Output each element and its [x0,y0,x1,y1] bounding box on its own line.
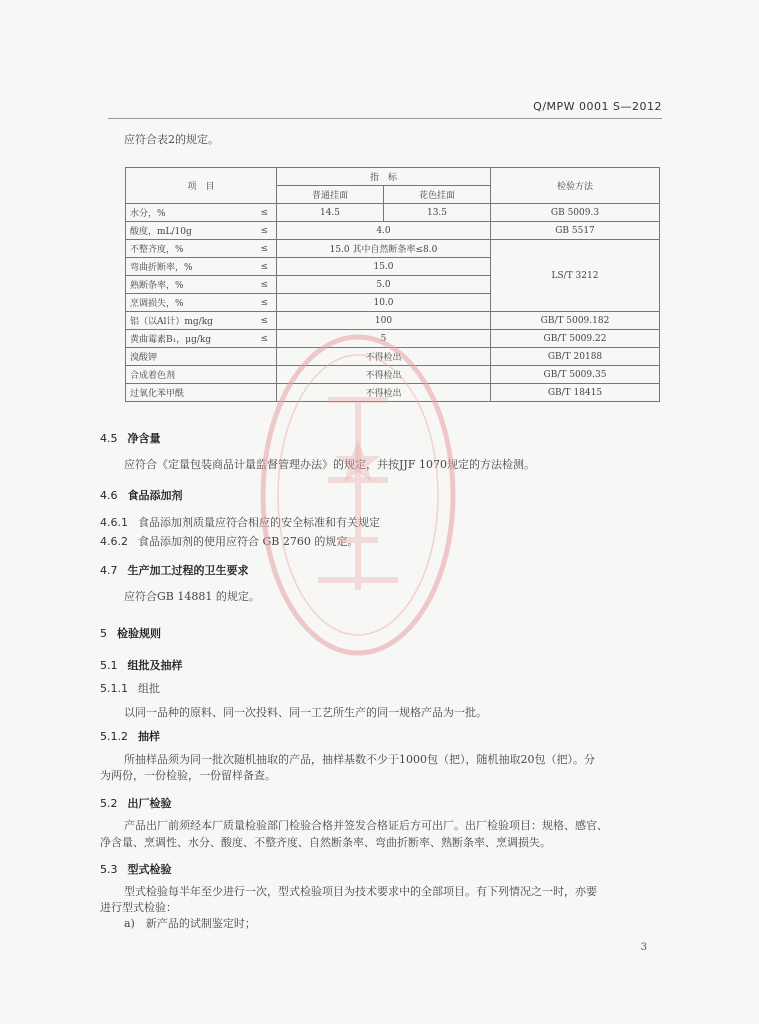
table-row [126,348,660,366]
head-method: 检验方法 [491,168,660,204]
clause-text-5-1-2-line2: 为两份，一份检验，一份留样备查。 [100,769,276,782]
section-heading-5-3 [100,861,172,877]
section-number: 5 [100,627,107,640]
row-sym: ≤ [247,294,276,312]
clause-title: 组批 [138,682,160,695]
section-heading-5-2 [100,795,172,811]
section-text-5-3-line2: 进行型式检验： [100,901,177,914]
row-sym: ≤ [247,240,276,258]
section-title: 型式检验 [127,863,172,876]
section-text-5-3-line1: 型式检验每半年至少进行一次，型式检验项目为技术要求中的全部项目。有下列情况之一时，亦要 [124,885,597,898]
row-item: 酸度，mL/10g [126,222,248,240]
clause-text-5-1-2-line1: 所抽样品须为同一批次随机抽取的产品，抽样基数不少于1000包（把），随机抽取20包（把）。分 [124,753,595,766]
clause-text-5-1-1: 以同一品种的原料、同一次投料、同一工艺所生产的同一规格产品为一批。 [124,706,487,719]
clause-number: 4.6.1 [100,516,128,529]
table-row [126,240,660,258]
section-heading-5 [100,625,161,641]
section-number: 4.5 [100,432,118,445]
section-number: 4.7 [100,564,118,577]
section-text-5-2-line1: 产品出厂前须经本厂质量检验部门检验合格并签发合格证后方可出厂。出厂检验项目：规格、感官、 [124,819,608,832]
row-item: 溴酸钾 [126,348,277,366]
section-number: 4.6 [100,489,118,502]
seal-glyphs [318,400,398,590]
head-sub-color: 花色挂面 [384,186,491,204]
clause-4-6-1 [100,514,380,530]
page-number: 3 [640,942,647,953]
table-row [126,222,660,240]
clause-5-1-1 [100,680,160,696]
row-sym: ≤ [247,312,276,330]
row-value: 不得检出 [277,348,491,366]
row-item: 铝（以Al计）mg/kg [126,312,248,330]
row-item: 弯曲折断率，% [126,258,248,276]
clause-4-6-2 [100,533,358,549]
row-value: 15.0 其中自然断条率≤8.0 [277,240,491,258]
clause-number: 5.1.2 [100,730,128,743]
spec-table [125,167,660,402]
row-method: GB/T 5009.182 [491,312,660,330]
row-value: 10.0 [277,294,491,312]
section-number: 5.3 [100,863,118,876]
table-row [126,312,660,330]
row-value: 5.0 [277,276,491,294]
row-method-merged: LS/T 3212 [491,240,660,312]
section-text-4-7: 应符合GB 14881 的规定。 [124,590,260,603]
table-row [126,384,660,402]
clause-text: 食品添加剂质量应符合相应的安全标准和有关规定 [138,516,380,529]
clause-text: 食品添加剂的使用应符合 GB 2760 的规定。 [138,535,359,548]
row-item: 烹调损失，% [126,294,248,312]
head-item: 项 目 [126,168,277,204]
section-heading-4-7 [100,562,249,578]
row-method: GB/T 20188 [491,348,660,366]
section-text-4-5: 应符合《定量包装商品计量监督管理办法》的规定，并按JJF 1070规定的方法检测。 [124,458,535,471]
row-sym: ≤ [247,276,276,294]
section-number: 5.1 [100,659,118,672]
row-item: 水分，% [126,204,248,222]
head-index: 指 标 [277,168,491,186]
section-text-5-2-line2: 净含量、烹调性、水分、酸度、不整齐度、自然断条率、弯曲折断率、熟断条率、烹调损失。 [100,836,551,849]
head-sub-plain: 普通挂面 [277,186,384,204]
section-title: 食品添加剂 [127,489,183,502]
row-value: 5 [277,330,491,348]
section-title: 生产加工过程的卫生要求 [127,564,249,577]
row-method: GB/T 5009.35 [491,366,660,384]
section-title: 检验规则 [117,627,161,640]
clause-5-1-2 [100,728,160,744]
intro-text: 应符合表2的规定。 [124,133,219,146]
row-method: GB/T 18415 [491,384,660,402]
row-value: 不得检出 [277,384,491,402]
table-row [126,204,660,222]
row-item: 熟断条率，% [126,276,248,294]
row-method: GB/T 5009.22 [491,330,660,348]
row-sym: ≤ [247,330,276,348]
section-heading-4-6 [100,487,183,503]
table-row [126,366,660,384]
row-value: 不得检出 [277,366,491,384]
clause-number: 4.6.2 [100,535,128,548]
row-method: GB 5009.3 [491,204,660,222]
row-sym: ≤ [247,222,276,240]
section-title: 净含量 [127,432,161,445]
section-title: 组批及抽样 [127,659,183,672]
clause-title: 抽样 [138,730,160,743]
table-row [126,330,660,348]
row-method: GB 5517 [491,222,660,240]
list-item-a: a) 新产品的试制鉴定时； [124,917,256,930]
row-value-color: 13.5 [384,204,491,222]
row-item: 黄曲霉素B₁，μg/kg [126,330,248,348]
row-item: 过氧化苯甲酰 [126,384,277,402]
header-rule [108,118,662,119]
row-value: 100 [277,312,491,330]
section-heading-5-1 [100,657,183,673]
standard-code: Q/MPW 0001 S—2012 [533,100,662,113]
row-value: 15.0 [277,258,491,276]
row-value-plain: 14.5 [277,204,384,222]
row-sym: ≤ [247,258,276,276]
row-value: 4.0 [277,222,491,240]
section-number: 5.2 [100,797,118,810]
section-heading-4-5 [100,430,161,446]
row-item: 不整齐度，% [126,240,248,258]
row-sym: ≤ [247,204,276,222]
section-title: 出厂检验 [127,797,172,810]
row-item: 合成着色剂 [126,366,277,384]
clause-number: 5.1.1 [100,682,128,695]
